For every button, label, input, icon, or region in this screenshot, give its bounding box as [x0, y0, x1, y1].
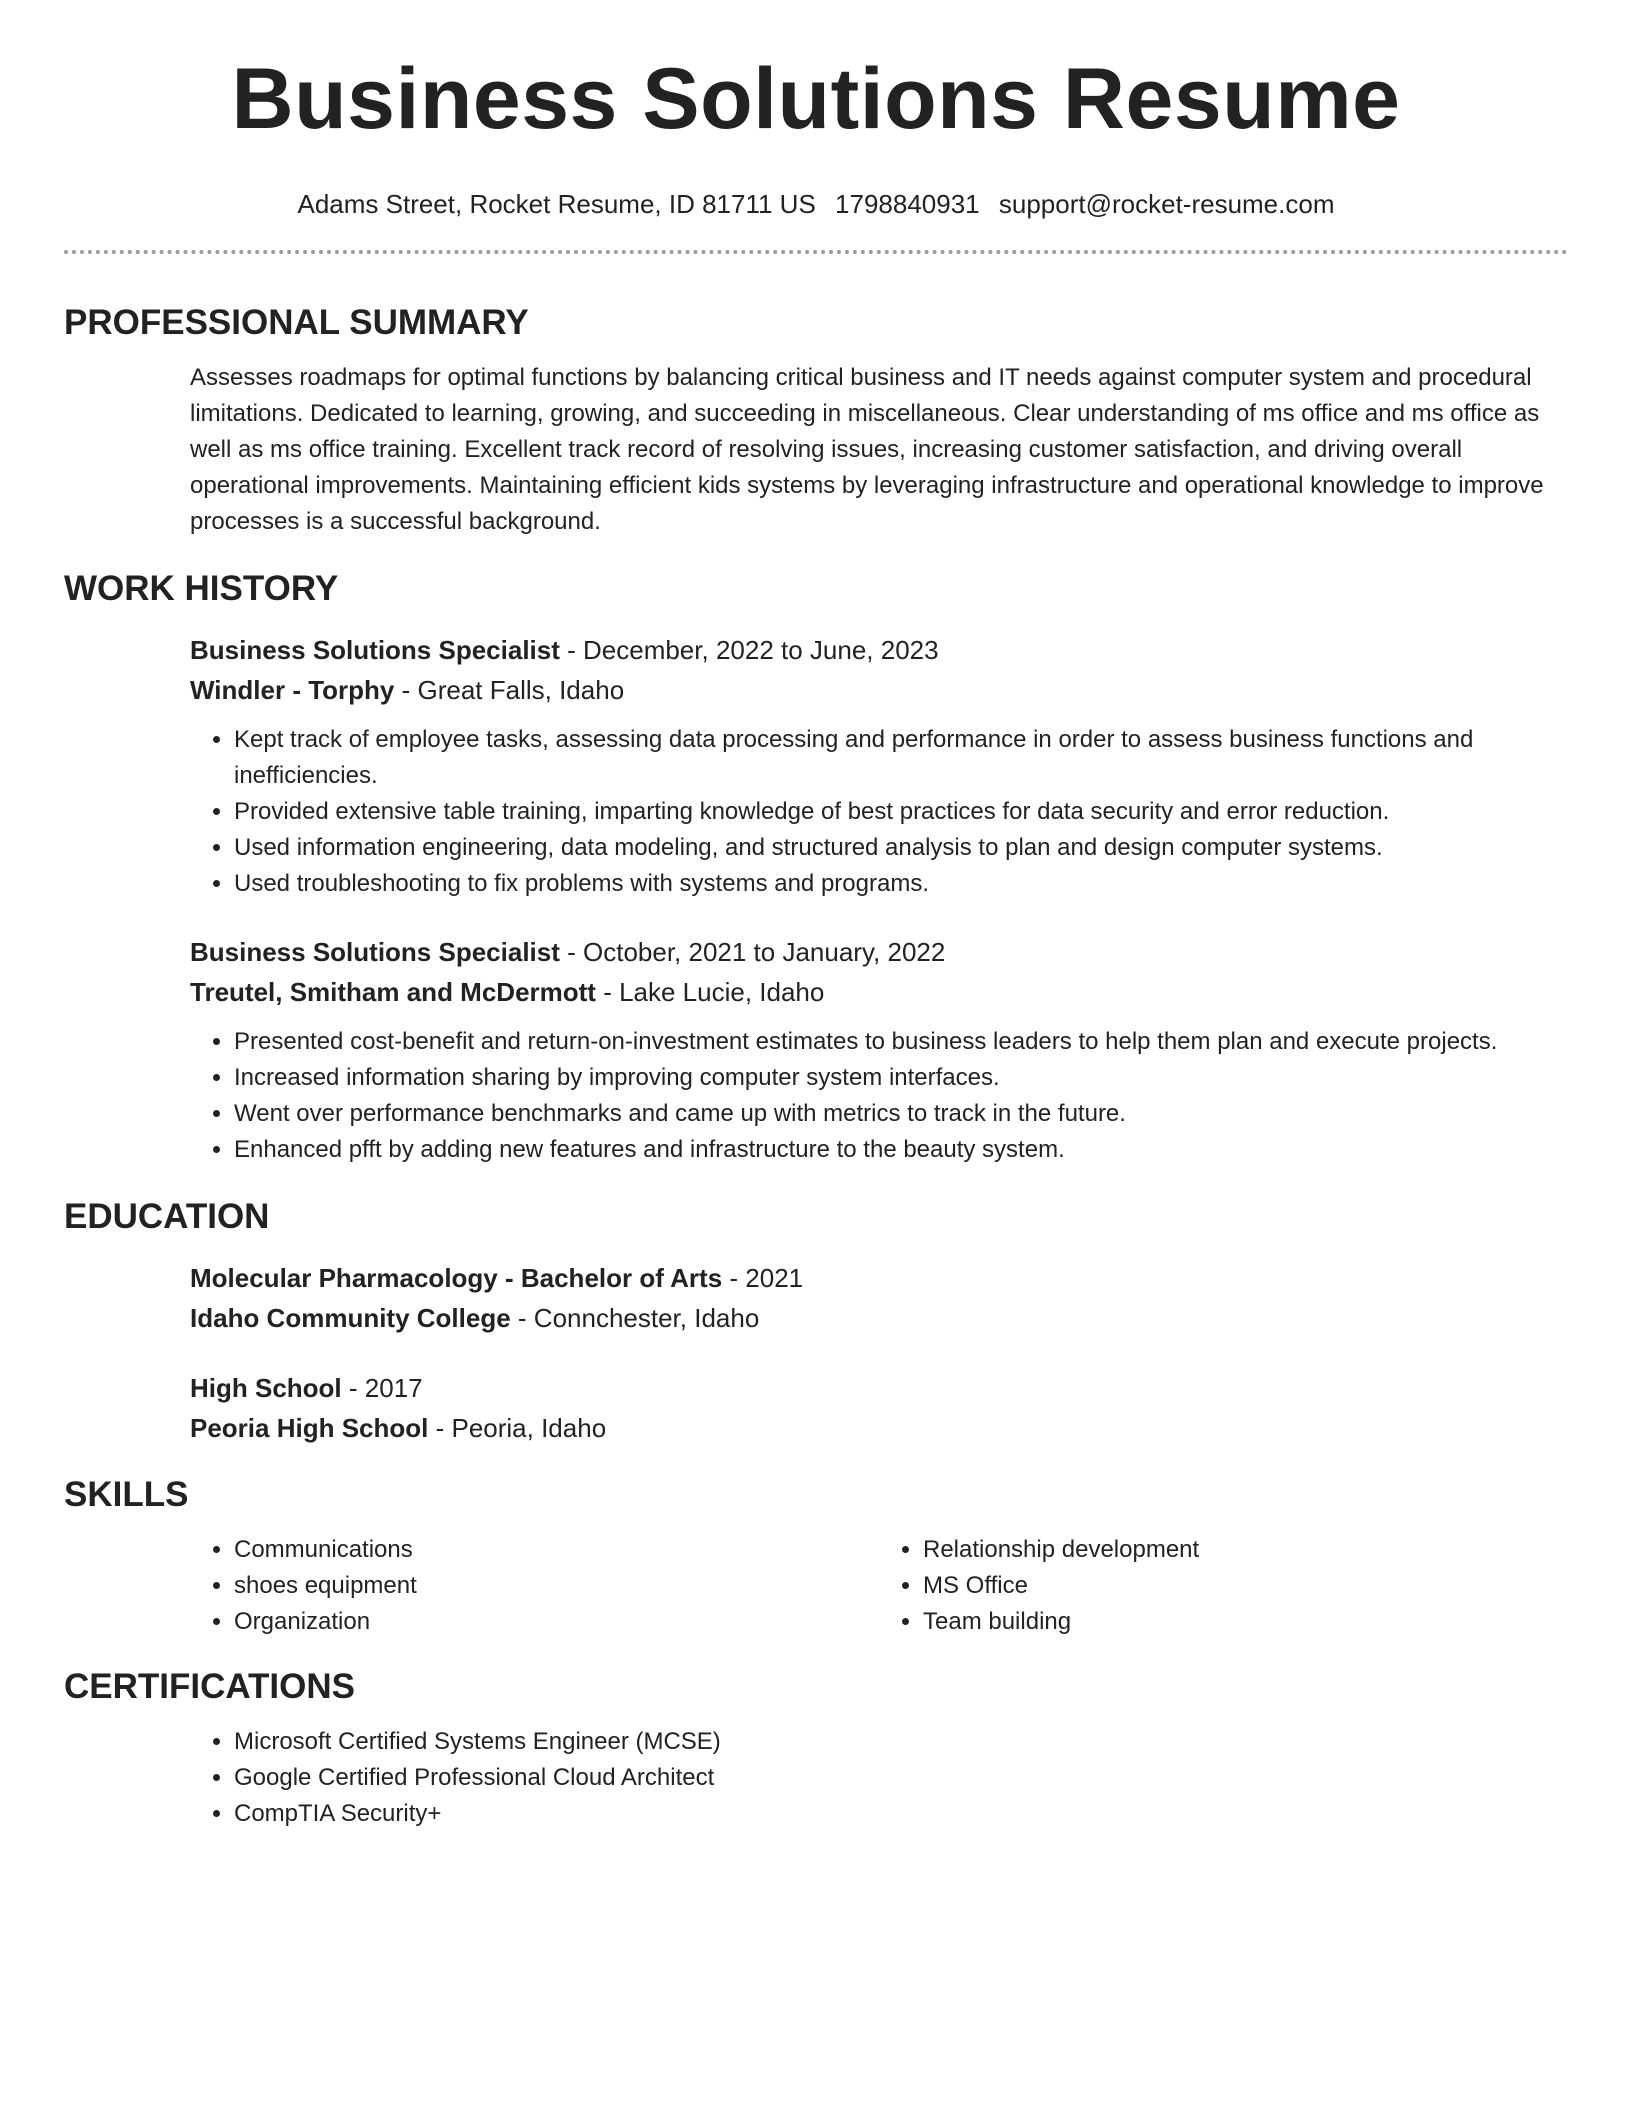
- skills-list-right: [879, 1532, 1568, 1640]
- skill-item: • Communications: [234, 1532, 879, 1568]
- job-location: - Lake Lucie, Idaho: [595, 976, 825, 1007]
- list-item: • Enhanced pfft by adding new features and infrastructure to the beauty system.: [234, 1132, 1568, 1168]
- job-duties-list: [190, 1024, 1568, 1168]
- job-dates: - December, 2022 to June, 2023: [559, 634, 939, 665]
- certifications-section: [64, 1666, 1568, 1832]
- contact-line: [64, 189, 1568, 220]
- list-item: • Went over performance benchmarks and came up with metrics to track in the future.: [234, 1096, 1568, 1132]
- degree-year: - 2021: [722, 1262, 804, 1293]
- skill-item: • shoes equipment: [234, 1568, 879, 1604]
- skills-list-left: [190, 1532, 879, 1640]
- school-name: Peoria High School: [190, 1412, 429, 1443]
- school-location: - Peoria, Idaho: [428, 1412, 607, 1443]
- skill-item: • Relationship development: [923, 1532, 1568, 1568]
- school-line: [190, 1298, 1568, 1338]
- header-divider: [64, 250, 1568, 254]
- skills-heading: SKILLS: [64, 1474, 189, 1514]
- education-section: [64, 1196, 1568, 1448]
- certifications-heading: CERTIFICATIONS: [64, 1666, 356, 1706]
- job-entry: [64, 932, 1568, 1168]
- job-location: - Great Falls, Idaho: [394, 674, 625, 705]
- skill-item: • Team building: [923, 1604, 1568, 1640]
- degree-year: - 2017: [341, 1372, 423, 1403]
- job-role: Business Solutions Specialist: [190, 936, 560, 967]
- certifications-list: [190, 1724, 1568, 1832]
- list-item: • Increased information sharing by improving computer system interfaces.: [234, 1060, 1568, 1096]
- certification-item: • CompTIA Security+: [234, 1796, 1568, 1832]
- school-line: [190, 1408, 1568, 1448]
- list-item: • Kept track of employee tasks, assessing data processing and performance in order to assess business functions and inefficiencies.: [234, 722, 1568, 794]
- list-item: • Used troubleshooting to fix problems with systems and programs.: [234, 866, 1568, 902]
- resume-header: [64, 0, 1568, 254]
- certification-item: • Microsoft Certified Systems Engineer (MCSE): [234, 1724, 1568, 1760]
- list-item: • Provided extensive table training, imparting knowledge of best practices for data security and error reduction.: [234, 794, 1568, 830]
- degree-line: [190, 1368, 1568, 1408]
- job-title-line: [190, 932, 1568, 972]
- list-item: • Used information engineering, data modeling, and structured analysis to plan and design computer systems.: [234, 830, 1568, 866]
- skill-item: • MS Office: [923, 1568, 1568, 1604]
- job-company-line: [190, 670, 1568, 710]
- work-history-section: [64, 568, 1568, 1168]
- contact-address: Adams Street, Rocket Resume, ID 81711 US: [297, 188, 816, 219]
- certification-item: • Google Certified Professional Cloud Architect: [234, 1760, 1568, 1796]
- contact-email: support@rocket-resume.com: [998, 188, 1335, 219]
- work-history-heading: WORK HISTORY: [64, 568, 339, 608]
- job-dates: - October, 2021 to January, 2022: [559, 936, 946, 967]
- certifications-body: [64, 1724, 1568, 1832]
- education-entry: [64, 1258, 1568, 1338]
- school-location: - Connchester, Idaho: [510, 1302, 760, 1333]
- skill-item: • Organization: [234, 1604, 879, 1640]
- summary-section: [64, 302, 1568, 540]
- degree-name: High School: [190, 1372, 342, 1403]
- resume-title: Business Solutions Resume: [231, 51, 1401, 147]
- job-company: Treutel, Smitham and McDermott: [190, 976, 596, 1007]
- education-heading: EDUCATION: [64, 1196, 270, 1236]
- summary-text: Assesses roadmaps for optimal functions by balancing critical business and IT needs against computer system and procedural limitations. Dedicated to learning, growing, and succeeding in miscellaneous. Clear understanding of ms office and ms office as well as ms office training. Excellent track record of resolving issues, increasing customer satisfaction, and driving overall operational improvements. Maintaining efficient kids systems by leveraging infrastructure and operational knowledge to improve processes is a successful background.: [190, 363, 1544, 535]
- summary-body: [64, 360, 1568, 540]
- school-name: Idaho Community College: [190, 1302, 511, 1333]
- degree-line: [190, 1258, 1568, 1298]
- job-duties-list: [190, 722, 1568, 902]
- job-role: Business Solutions Specialist: [190, 634, 560, 665]
- skills-section: [64, 1474, 1568, 1640]
- job-entry: [64, 630, 1568, 902]
- list-item: • Presented cost-benefit and return-on-investment estimates to business leaders to help them plan and execute projects.: [234, 1024, 1568, 1060]
- job-company-line: [190, 972, 1568, 1012]
- job-title-line: [190, 630, 1568, 670]
- education-entry: [64, 1368, 1568, 1448]
- job-company: Windler - Torphy: [190, 674, 395, 705]
- contact-phone: 1798840931: [835, 188, 980, 219]
- summary-heading: PROFESSIONAL SUMMARY: [64, 302, 529, 342]
- skills-grid: [64, 1532, 1568, 1640]
- degree-name: Molecular Pharmacology - Bachelor of Arts: [190, 1262, 723, 1293]
